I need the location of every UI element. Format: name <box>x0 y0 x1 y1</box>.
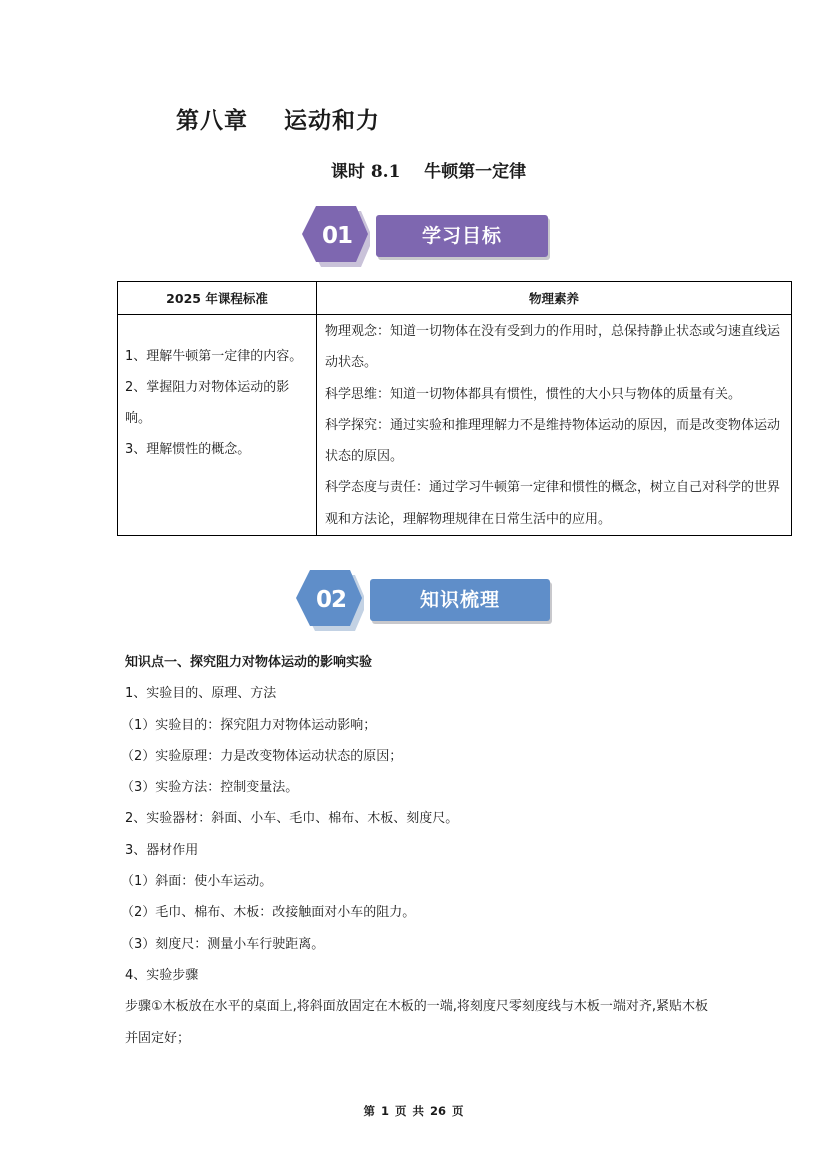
objectives-table <box>117 281 792 536</box>
body-line: （1）实验目的：探究阻力对物体运动影响； <box>121 717 377 733</box>
body-line: 2、实验器材：斜面、小车、毛巾、棉布、木板、刻度尺。 <box>125 811 459 827</box>
literacy-item: 科学探究：通过实验和推理理解力不是维持物体运动的原因，而是改变物体运动状态的原因。 <box>325 417 781 465</box>
section-number: 01 <box>321 223 352 249</box>
body-line: 3、器材作用 <box>125 842 199 858</box>
knowledge-point-title: 知识点一、探究阻力对物体运动的影响实验 <box>125 655 373 670</box>
body-line: 1、实验目的、原理、方法 <box>125 686 277 702</box>
body-line: （2）实验原理：力是改变物体运动状态的原因； <box>121 748 403 764</box>
standard-item: 3、理解惯性的概念。 <box>125 442 251 457</box>
body-line: （1）斜面：使小车运动。 <box>121 874 273 890</box>
section-banner-knowledge <box>294 570 556 630</box>
standard-item: 1、理解牛顿第一定律的内容。 <box>125 349 303 364</box>
body-line: 4、实验步骤 <box>125 967 199 983</box>
literacy-item: 科学思维：知道一切物体都具有惯性，惯性的大小只与物体的质量有关。 <box>325 386 742 402</box>
knowledge-content <box>121 647 715 1054</box>
body-line: （2）毛巾、棉布、木板：改接触面对小车的阻力。 <box>121 905 416 921</box>
body-line: 步骤①木板放在水平的桌面上,将斜面放固定在木板的一端,将刻度尺零刻度线与木板一端对齐,紧贴木板并固定好； <box>125 999 709 1046</box>
lesson-title: 课时 8.1 牛顿第一定律 <box>330 162 527 182</box>
page-footer: 第 1 页 共 26 页 <box>363 1104 464 1118</box>
section-number: 02 <box>315 587 346 613</box>
literacy-cell <box>317 315 792 536</box>
section-label: 知识梳理 <box>370 579 550 621</box>
literacy-item: 物理观念：知道一切物体在没有受到力的作用时，总保持静止状态或匀速直线运动状态。 <box>325 324 781 371</box>
section-label: 学习目标 <box>376 215 548 257</box>
literacy-item: 科学态度与责任：通过学习牛顿第一定律和惯性的概念，树立自己对科学的世界观和方法论，理解物理规律在日常生活中的应用。 <box>325 480 781 527</box>
standard-item: 2、掌握阻力对物体运动的影响。 <box>125 380 290 426</box>
table-header-standard: 2025 年课程标准 <box>118 282 317 315</box>
body-line: （3）刻度尺：测量小车行驶距离。 <box>121 936 325 952</box>
chapter-title: 第八章 运动和力 <box>176 107 381 134</box>
standards-cell <box>118 315 317 536</box>
body-line: （3）实验方法：控制变量法。 <box>121 780 299 796</box>
table-header-literacy: 物理素养 <box>317 282 792 315</box>
section-banner-objectives <box>300 206 560 266</box>
